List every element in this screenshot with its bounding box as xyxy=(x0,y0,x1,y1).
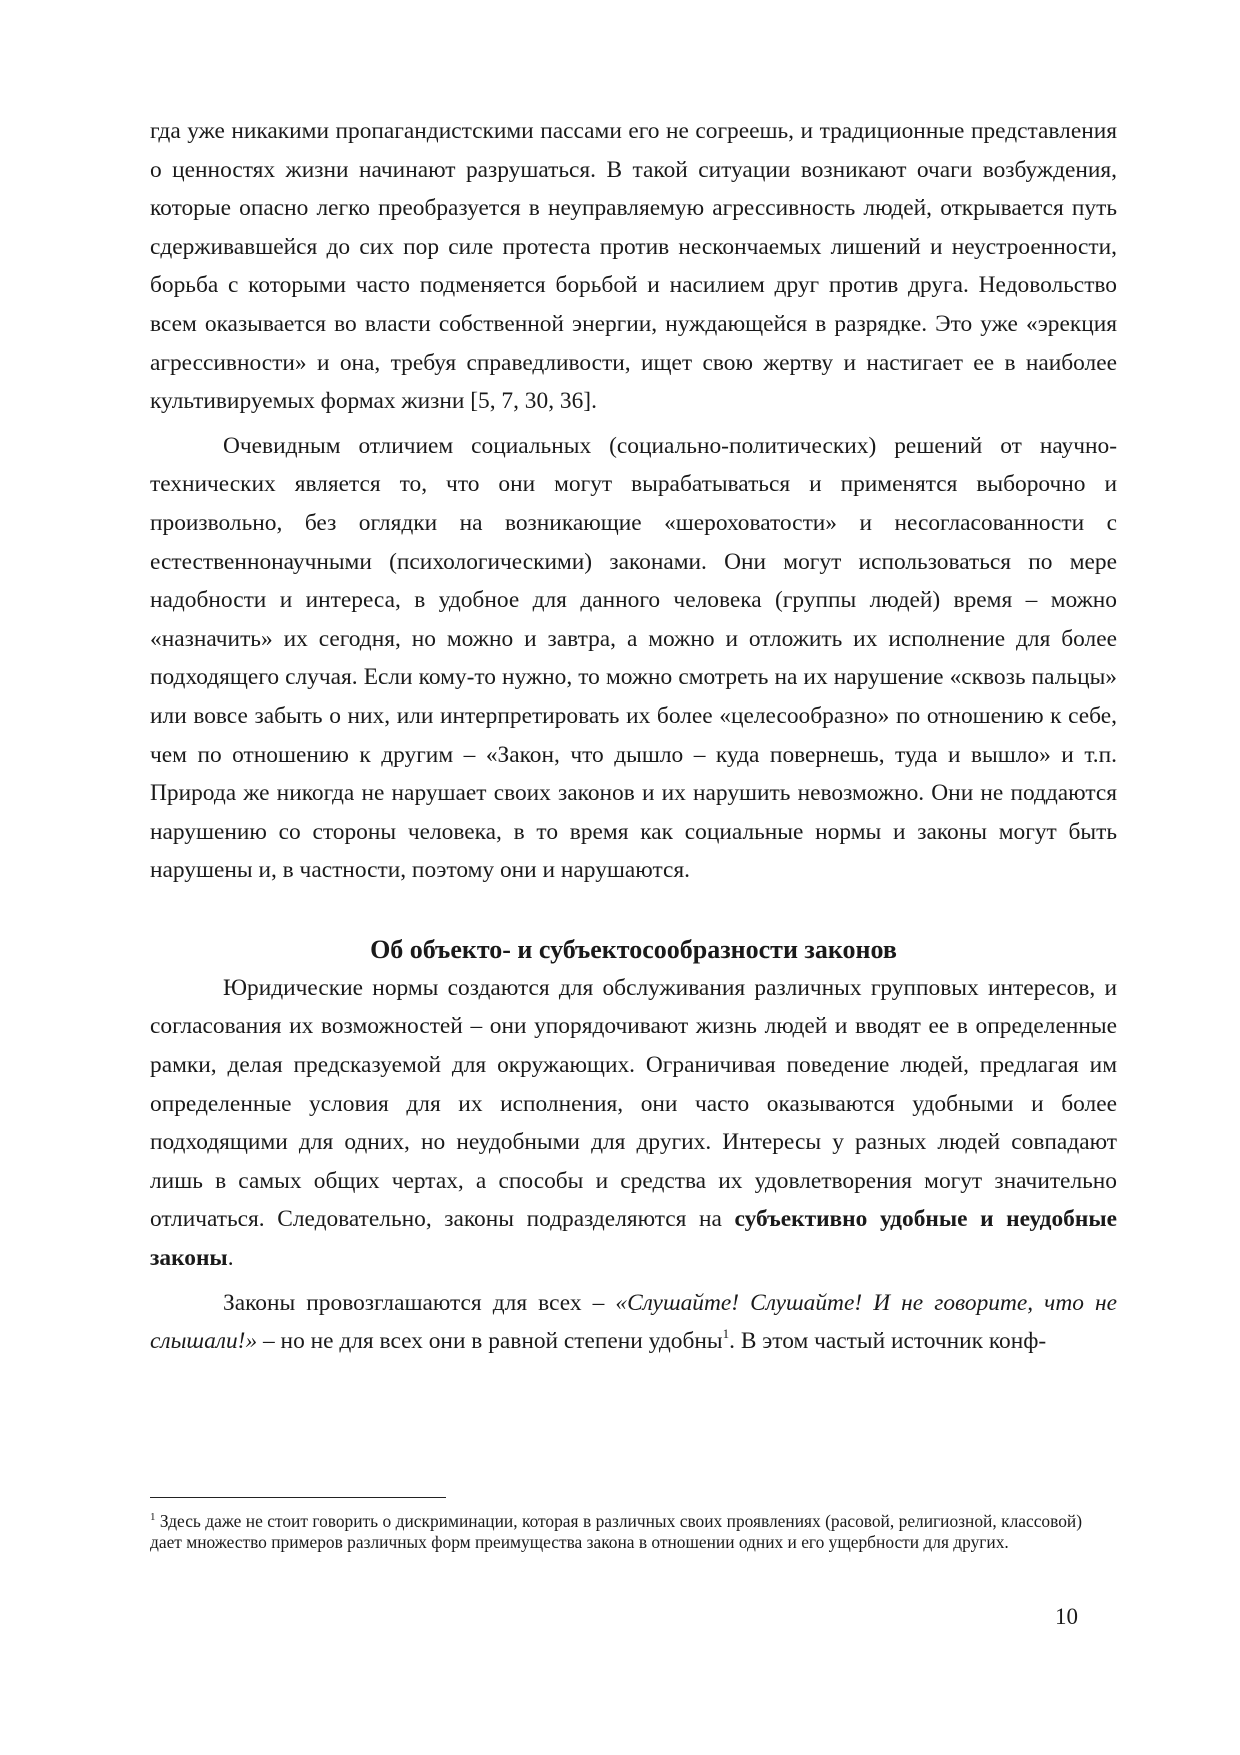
paragraph-3 xyxy=(150,969,1117,1278)
footnote-marker: 1 xyxy=(150,1511,156,1523)
paragraph-4-start: Законы провозглашаются для всех – xyxy=(223,1289,616,1316)
paragraph-4-mid: – но не для всех они в равной степени удобны xyxy=(257,1328,723,1355)
paragraph-3-bold-term: субъективно удобные и неудобные законы xyxy=(150,1206,1117,1272)
section-heading: Об объекто- и субъектосообразности законов xyxy=(370,934,897,964)
page-number: 10 xyxy=(1055,1604,1078,1629)
footnote xyxy=(150,1511,1082,1552)
footnote-reference[interactable]: 1 xyxy=(722,1326,730,1342)
footnote-separator xyxy=(150,1497,446,1498)
paragraph-2: Очевидным отличием социальных (социально-политических) решений от научно-технических является то, что они могут вырабатываться и применятся выборочно и произвольно, без оглядки на возникающие «шероховатости» и несогласованности с естественнонаучными (психологическими) законами. Они могут использоваться по мере надобности и интереса, в удобное для данного человека (группы людей) время – можно «назначить» их сегодня, но можно и завтра, а можно и отложить их исполнение для более подходящего случая. Если кому-то нужно, то можно смотреть на их нарушение «сквозь пальцы» или вовсе забыть о них, или интерпретировать их более «целесообразно» по отношению к себе, чем по отношению к другим – «Закон, что дышло – куда повернешь, туда и вышло» и т.п. Природа же никогда не нарушает своих законов и их нарушить невозможно. Они не поддаются нарушению со стороны человека, в то время как социальные нормы и законы могут быть нарушены и, в частности, поэтому они и нарушаются. xyxy=(150,432,1117,884)
footnote-text: Здесь даже не стоит говорить о дискриминации, которая в различных своих проявлениях (расовой, религиозной, классовой) дает множество примеров различных форм преимущества закона в отношении одних и его ущербности для других. xyxy=(150,1511,1082,1552)
paragraph-4-quote: «Слушайте! Слушайте! И не говорите, что не слышали!» xyxy=(150,1289,1117,1355)
paragraph-3-text: Юридические нормы создаются для обслуживания различных групповых интересов, и согласования их возможностей – они упорядочивают жизнь людей и вводят ее в определенные рамки, делая предсказуемой для окружающих. Ограничивая поведение людей, предлагая им определенные условия для их исполнения, они часто оказываются удобными и более подходящими для одних, но неудобными для других. Интересы у разных людей совпадают лишь в самых общих чертах, а способы и средства их удовлетворения могут значительно отличаться. Следовательно, законы подразделяются на xyxy=(150,974,1117,1233)
paragraph-4-end: . В этом частый источник конф- xyxy=(729,1328,1047,1355)
paragraph-1: гда уже никакими пропагандистскими пассами его не согреешь, и традиционные представления о ценностях жизни начинают разрушаться. В такой ситуации возникают очаги возбуждения, которые опасно легко преобразуется в неуправляемую агрессивность людей, открывается путь сдерживавшейся до сих пор силе протеста против нескончаемых лишений и неустроенности, борьба с которыми часто подменяется борьбой и насилием друг против друга. Недовольство всем оказывается во власти собственной энергии, нуждающейся в разрядке. Это уже «эрекция агрессивности» и она, требуя справедливости, ищет свою жертву и настигает ее в наиболее культивируемых формах жизни [5, 7, 30, 36]. xyxy=(150,118,1117,415)
paragraph-4 xyxy=(150,1284,1117,1361)
page-body xyxy=(150,112,1117,1361)
paragraph-3-end: . xyxy=(227,1245,234,1272)
